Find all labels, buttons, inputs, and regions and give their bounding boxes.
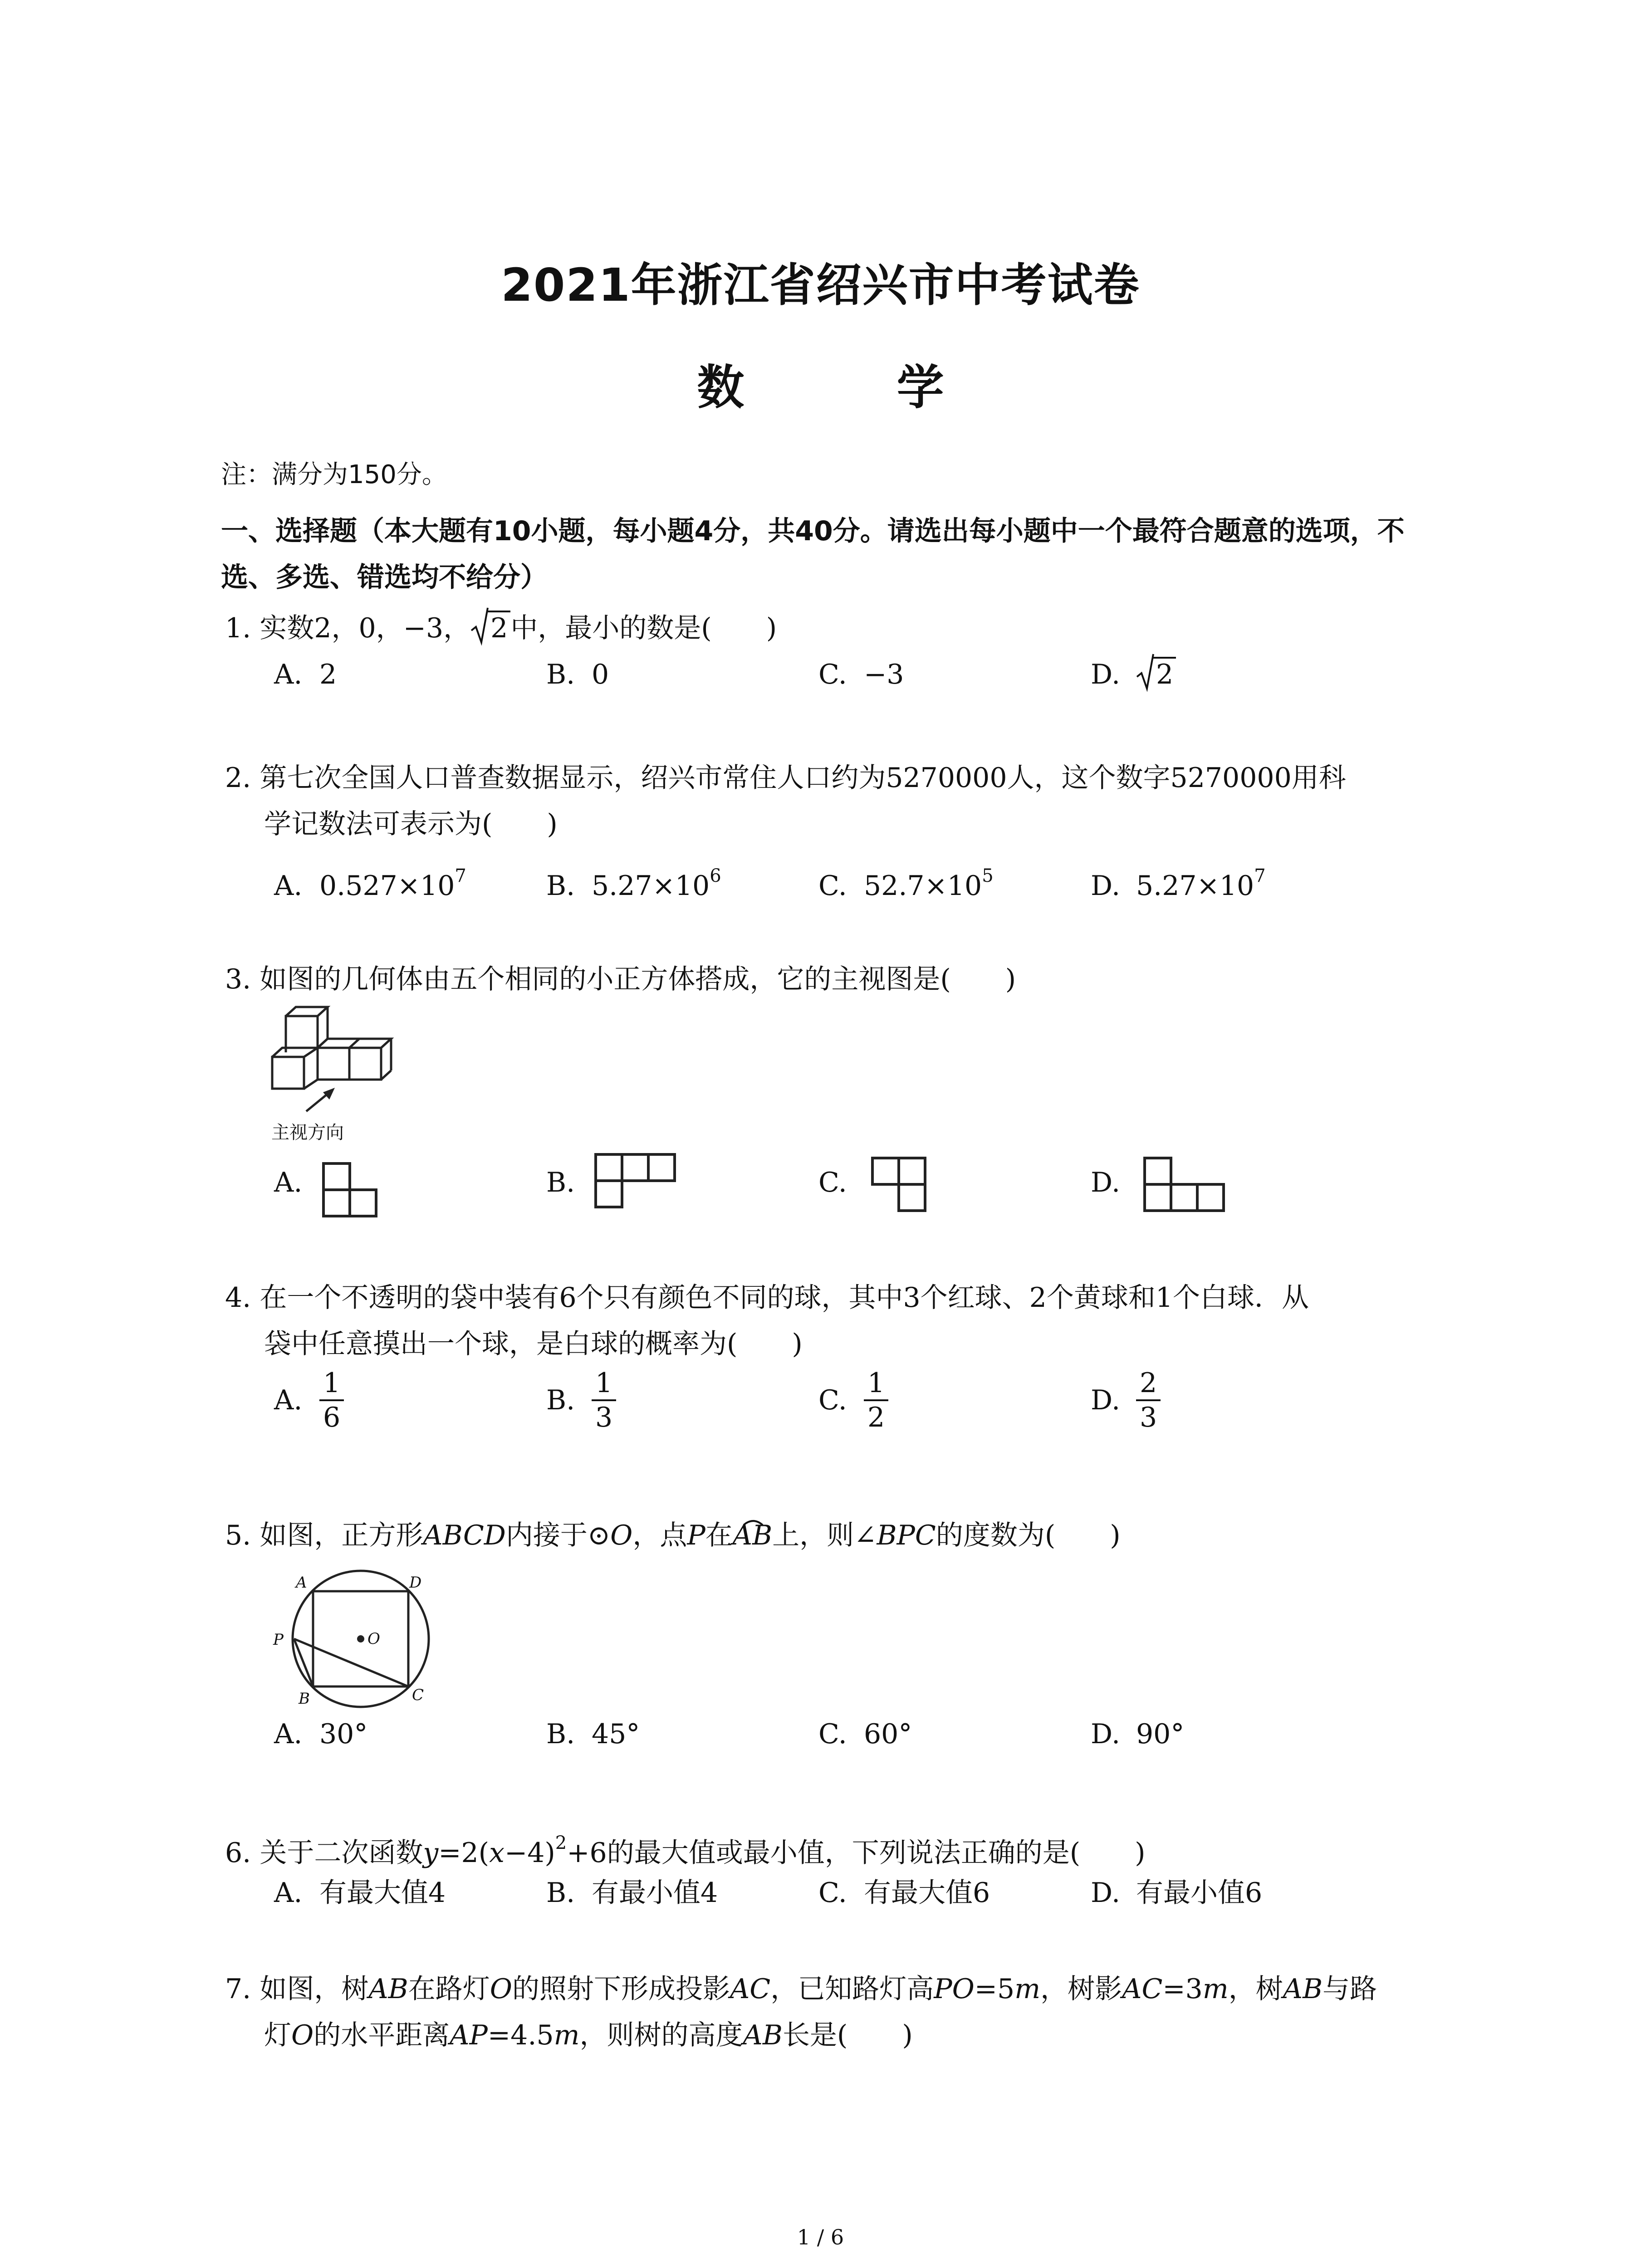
q5-option-a[interactable]: A. 30° [274, 1718, 368, 1750]
q5-label-o: O [367, 1630, 380, 1648]
section-heading: 一、选择题（本大题有10小题，每小题4分，共40分。请选出每小题中一个最符合题意的选项，不选、多选、错选均不给分） [221, 515, 1405, 593]
q2-option-b[interactable]: B. $5.27\times 10^6$ [546, 865, 721, 902]
q2-option-d[interactable]: D. $5.27\times 10^7$ [1091, 865, 1266, 902]
q5-option-d[interactable]: D. 90° [1091, 1718, 1185, 1750]
subject-title: 数 学 [697, 360, 1012, 415]
question-2: 2. 第七次全国人口普查数据显示，绍兴市常住人口约为5270000人，这个数字5270000用科 学记数法可表示为( ) [225, 762, 1346, 840]
q1-option-c[interactable]: C. −3 [818, 659, 904, 690]
q3-cube-figure [268, 1002, 413, 1116]
exam-title: 2021年浙江省绍兴市中考试卷 [501, 259, 1140, 312]
q5-option-b[interactable]: B. 45° [546, 1718, 640, 1750]
q5-option-c[interactable]: C. 60° [818, 1718, 912, 1750]
q3-option-c[interactable]: C. [818, 1167, 847, 1198]
q5-label-c: C [412, 1686, 424, 1704]
question-7: 7. 如图，树AB在路灯O的照射下形成投影AC，已知路灯高PO=5m，树影AC=3m，树AB与路 灯O的水平距离AP=4.5m，则树的高度AB长是( ) [225, 1973, 1377, 2051]
q6-option-a[interactable]: A. 有最大值4 [274, 1877, 446, 1909]
q5-label-d: D [409, 1574, 422, 1592]
page-number: 1 / 6 [797, 2225, 844, 2249]
q3-option-a[interactable]: A. [274, 1167, 303, 1198]
question-6: 6. 关于二次函数$y=2(x-4)^2+6$的最大值或最小值，下列说法正确的是( ) [225, 1833, 1146, 1869]
q1-option-d[interactable]: D. 2 [1091, 651, 1176, 698]
score-note: 注：满分为150分。 [221, 460, 447, 489]
q5-label-b: B [299, 1690, 310, 1708]
question-3: 3. 如图的几何体由五个相同的小正方体搭成，它的主视图是( ) [225, 963, 1016, 995]
q3-view-label: 主视方向 [271, 1122, 344, 1143]
question-4: 4. 在一个不透明的袋中装有6个只有颜色不同的球，其中3个红球、2个黄球和1个白球．从 袋中任意摸出一个球，是白球的概率为( ) [225, 1282, 1309, 1360]
question-1: 1. 实数2，0，−3， 2 中，最小的数是( ) [225, 605, 1450, 651]
q3-option-d[interactable]: D. [1091, 1167, 1121, 1198]
q3-option-b[interactable]: B. [546, 1167, 575, 1198]
q1-option-a[interactable]: A. 2 [274, 659, 337, 690]
question-5: 5. 如图，正方形ABCD内接于⊙O，点P在 AB上，则∠BPC的度数为( ) [225, 1520, 1121, 1551]
q4-option-c[interactable]: C. $\frac{1}{2}$ [818, 1366, 888, 1434]
q4-option-d[interactable]: D. $\frac{2}{3}$ [1091, 1366, 1161, 1434]
q5-label-p: P [273, 1631, 284, 1649]
q5-circle-figure [263, 1564, 445, 1709]
q4-option-b[interactable]: B. $\frac{1}{3}$ [546, 1366, 616, 1434]
q2-option-a[interactable]: A. $0.527\times 10^7$ [274, 865, 466, 902]
q1-stem: 1. 实数2，0，−3， [225, 612, 471, 644]
q4-option-a[interactable]: A. $\frac{1}{6}$ [274, 1366, 344, 1434]
q1-sqrt: 2 [470, 605, 510, 651]
q6-option-c[interactable]: C. 有最大值6 [818, 1877, 990, 1909]
q2-option-c[interactable]: C. $52.7\times 10^5$ [818, 865, 994, 902]
q5-label-a: A [296, 1574, 307, 1592]
q6-option-b[interactable]: B. 有最小值4 [546, 1877, 718, 1909]
q6-option-d[interactable]: D. 有最小值6 [1091, 1877, 1263, 1909]
q1-option-b[interactable]: B. 0 [546, 659, 609, 690]
